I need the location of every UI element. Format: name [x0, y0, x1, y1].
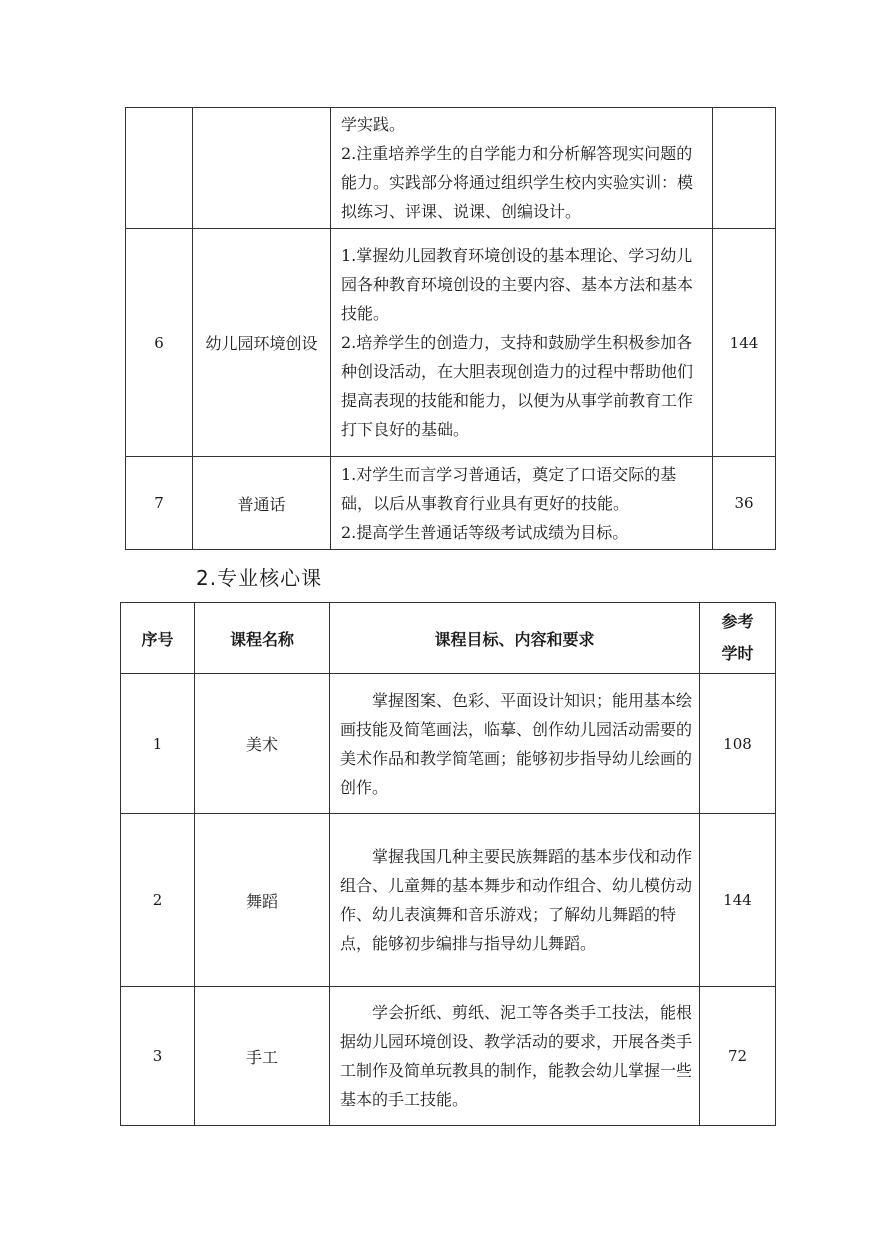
course-table-continued	[125, 107, 776, 550]
course-description	[331, 457, 713, 550]
course-name	[193, 108, 331, 229]
course-number: 2	[121, 814, 195, 987]
header-course-name: 课程名称	[195, 603, 330, 674]
section-heading: 2.专业核心课	[196, 566, 323, 590]
course-description	[330, 814, 700, 987]
course-number: 1	[121, 674, 195, 814]
table-row	[126, 108, 776, 229]
course-name: 美术	[195, 674, 330, 814]
course-name: 幼儿园环境创设	[193, 229, 331, 457]
description-paragraph: 2.培养学生的创造力，支持和鼓励学生积极参加各种创设活动，在大胆表现创造力的过程中帮助他们提高表现的技能和能力，以便为从事学前教育工作打下良好的基础。	[341, 333, 694, 439]
course-hours: 72	[700, 987, 776, 1126]
table-row	[121, 987, 776, 1126]
course-hours: 108	[700, 674, 776, 814]
description-paragraph: 掌握图案、色彩、平面设计知识；能用基本绘画技能及简笔画法，临摹、创作幼儿园活动需要的美术作品和教学简笔画；能够初步指导幼儿绘画的创作。	[340, 690, 693, 797]
table-row	[121, 814, 776, 987]
description-paragraph: 1.对学生而言学习普通话，奠定了口语交际的基础，以后从事教育行业具有更好的技能。	[341, 464, 677, 513]
course-hours	[713, 108, 776, 229]
header-hours-line: 参考	[721, 612, 754, 631]
header-description: 课程目标、内容和要求	[330, 603, 700, 674]
header-hours-line: 学时	[721, 644, 754, 663]
table-header-row	[121, 603, 776, 674]
core-course-table	[120, 602, 776, 1126]
description-paragraph: 学实践。	[341, 115, 406, 134]
course-number: 7	[126, 457, 193, 550]
description-paragraph: 掌握我国几种主要民族舞蹈的基本步伐和动作组合、儿童舞的基本舞步和动作组合、幼儿模仿动作、幼儿表演舞和音乐游戏；了解幼儿舞蹈的特点，能够初步编排与指导幼儿舞蹈。	[340, 847, 693, 953]
table-row	[126, 457, 776, 550]
header-number: 序号	[121, 603, 195, 674]
description-paragraph: 学会折纸、剪纸、泥工等各类手工技法，能根据幼儿园环境创设、教学活动的要求，开展各类手工制作及简单玩教具的制作，能教会幼儿掌握一些基本的手工技能。	[340, 1003, 693, 1109]
table-row	[121, 674, 776, 814]
course-name: 舞蹈	[195, 814, 330, 987]
course-number	[126, 108, 193, 229]
course-description	[331, 108, 713, 229]
table-row	[126, 229, 776, 457]
course-description	[330, 987, 700, 1126]
course-hours: 144	[700, 814, 776, 987]
header-hours	[700, 603, 776, 674]
course-description	[331, 229, 713, 457]
description-paragraph: 1.掌握幼儿园教育环境创设的基本理论、学习幼儿园各种教育环境创设的主要内容、基本方法和基本技能。	[341, 246, 694, 323]
course-hours: 144	[713, 229, 776, 457]
description-paragraph: 2.提高学生普通话等级考试成绩为目标。	[341, 522, 629, 542]
course-hours: 36	[713, 457, 776, 550]
course-number: 6	[126, 229, 193, 457]
description-paragraph: 2.注重培养学生的自学能力和分析解答现实问题的能力。实践部分将通过组织学生校内实验实训：模拟练习、评课、说课、创编设计。	[341, 144, 694, 221]
course-name: 普通话	[193, 457, 331, 550]
course-name: 手工	[195, 987, 330, 1126]
course-number: 3	[121, 987, 195, 1126]
course-description	[330, 674, 700, 814]
